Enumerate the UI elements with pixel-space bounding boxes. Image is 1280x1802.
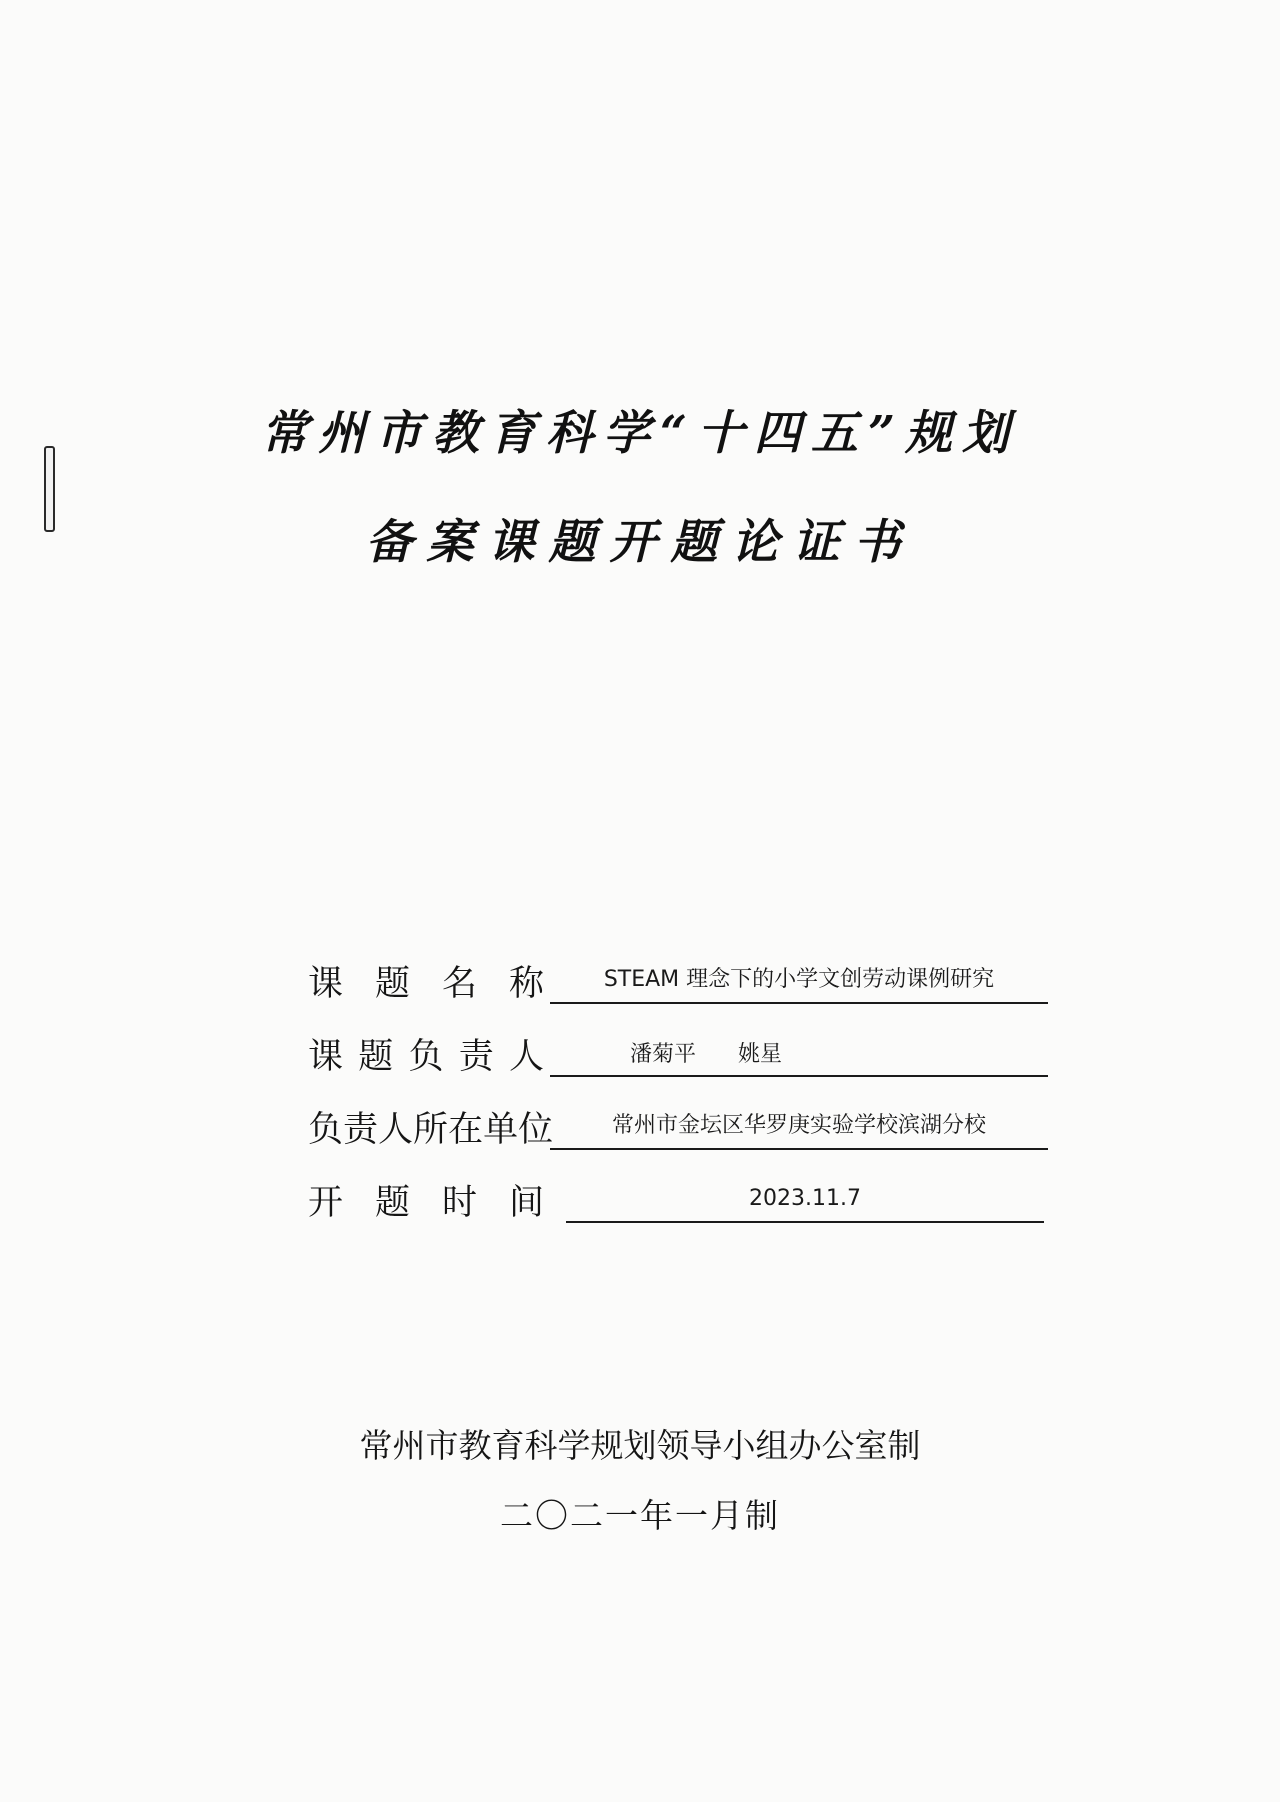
- field-value-topic-name: STEAM 理念下的小学文创劳动课例研究: [550, 962, 1048, 1004]
- issuer-line: 常州市教育科学规划领导小组办公室制: [359, 1426, 921, 1465]
- field-row-topic-name: [308, 952, 1048, 1004]
- field-value-leader-unit: 常州市金坛区华罗庚实验学校滨湖分校: [550, 1108, 1048, 1150]
- field-label-topic-name: 课 题 名 称: [308, 964, 544, 1004]
- document-title-line2: 备案课题开题论证书: [365, 515, 915, 570]
- field-label-opening-date: 开 题 时 间: [308, 1183, 544, 1223]
- document-title-line1: 常州市教育科学“十四五”规划: [260, 406, 1020, 461]
- issue-date-line: 二〇二一年一月制: [500, 1496, 780, 1535]
- field-label-leader-unit: 负 责 人 所 在 单 位: [308, 1110, 554, 1150]
- field-value-topic-leader: 潘菊平 姚星: [550, 1037, 1048, 1077]
- field-label-topic-leader: 课 题 负 责 人: [308, 1037, 544, 1077]
- field-row-opening-date: [308, 1171, 1044, 1223]
- field-value-opening-date: 2023.11.7: [566, 1181, 1044, 1223]
- field-row-topic-leader: [308, 1025, 1048, 1077]
- field-row-leader-unit: [308, 1098, 1048, 1150]
